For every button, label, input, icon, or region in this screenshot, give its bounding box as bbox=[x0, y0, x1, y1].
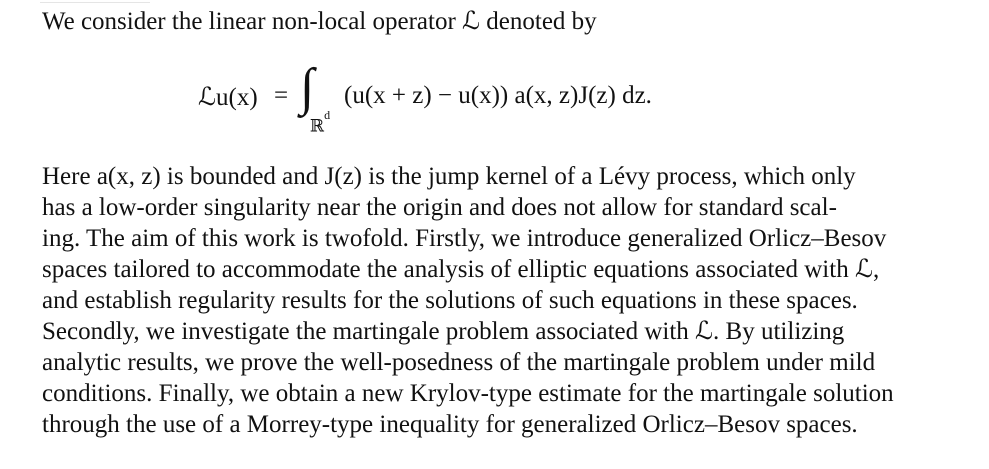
domain-symbol: ℝ bbox=[310, 116, 325, 136]
domain-exponent: d bbox=[324, 108, 331, 122]
abstract-paragraph bbox=[42, 161, 927, 440]
equation-lhs: ℒu(x) bbox=[198, 84, 258, 111]
intro-text: We consider the linear non-local operator ℒ denoted by bbox=[42, 8, 597, 35]
cropped-header-artifact bbox=[40, 0, 150, 3]
integral-sign: ∫ bbox=[300, 59, 315, 116]
abstract-line-9: through the use of a Morrey-type inequality for generalized Orlicz–Besov spaces. bbox=[42, 411, 858, 438]
abstract-line-2: has a low-order singularity near the origin and does not allow for standard scal- bbox=[42, 194, 837, 221]
abstract-line-8: conditions. Finally, we obtain a new Krylov-type estimate for the martingale solution bbox=[42, 380, 894, 407]
integration-domain bbox=[310, 108, 331, 137]
abstract-line-1: Here a(x, z) is bounded and J(z) is the jump kernel of a Lévy process, which only bbox=[42, 163, 856, 190]
equation-equals: = bbox=[274, 82, 289, 109]
abstract-line-7: analytic results, we prove the well-posedness of the martingale problem under mild bbox=[42, 349, 876, 376]
abstract-line-3: ing. The aim of this work is twofold. Firstly, we introduce generalized Orlicz–Besov bbox=[42, 225, 887, 252]
display-equation bbox=[198, 59, 758, 144]
abstract-line-5: and establish regularity results for the solutions of such equations in these spaces. bbox=[42, 287, 858, 314]
abstract-line-6: Secondly, we investigate the martingale problem associated with ℒ. By utilizing bbox=[42, 318, 845, 345]
equation-rhs: (u(x + z) − u(x)) a(x, z)J(z) dz. bbox=[344, 82, 652, 109]
abstract-line-4: spaces tailored to accommodate the analysis of elliptic equations associated with ℒ, bbox=[42, 256, 880, 283]
